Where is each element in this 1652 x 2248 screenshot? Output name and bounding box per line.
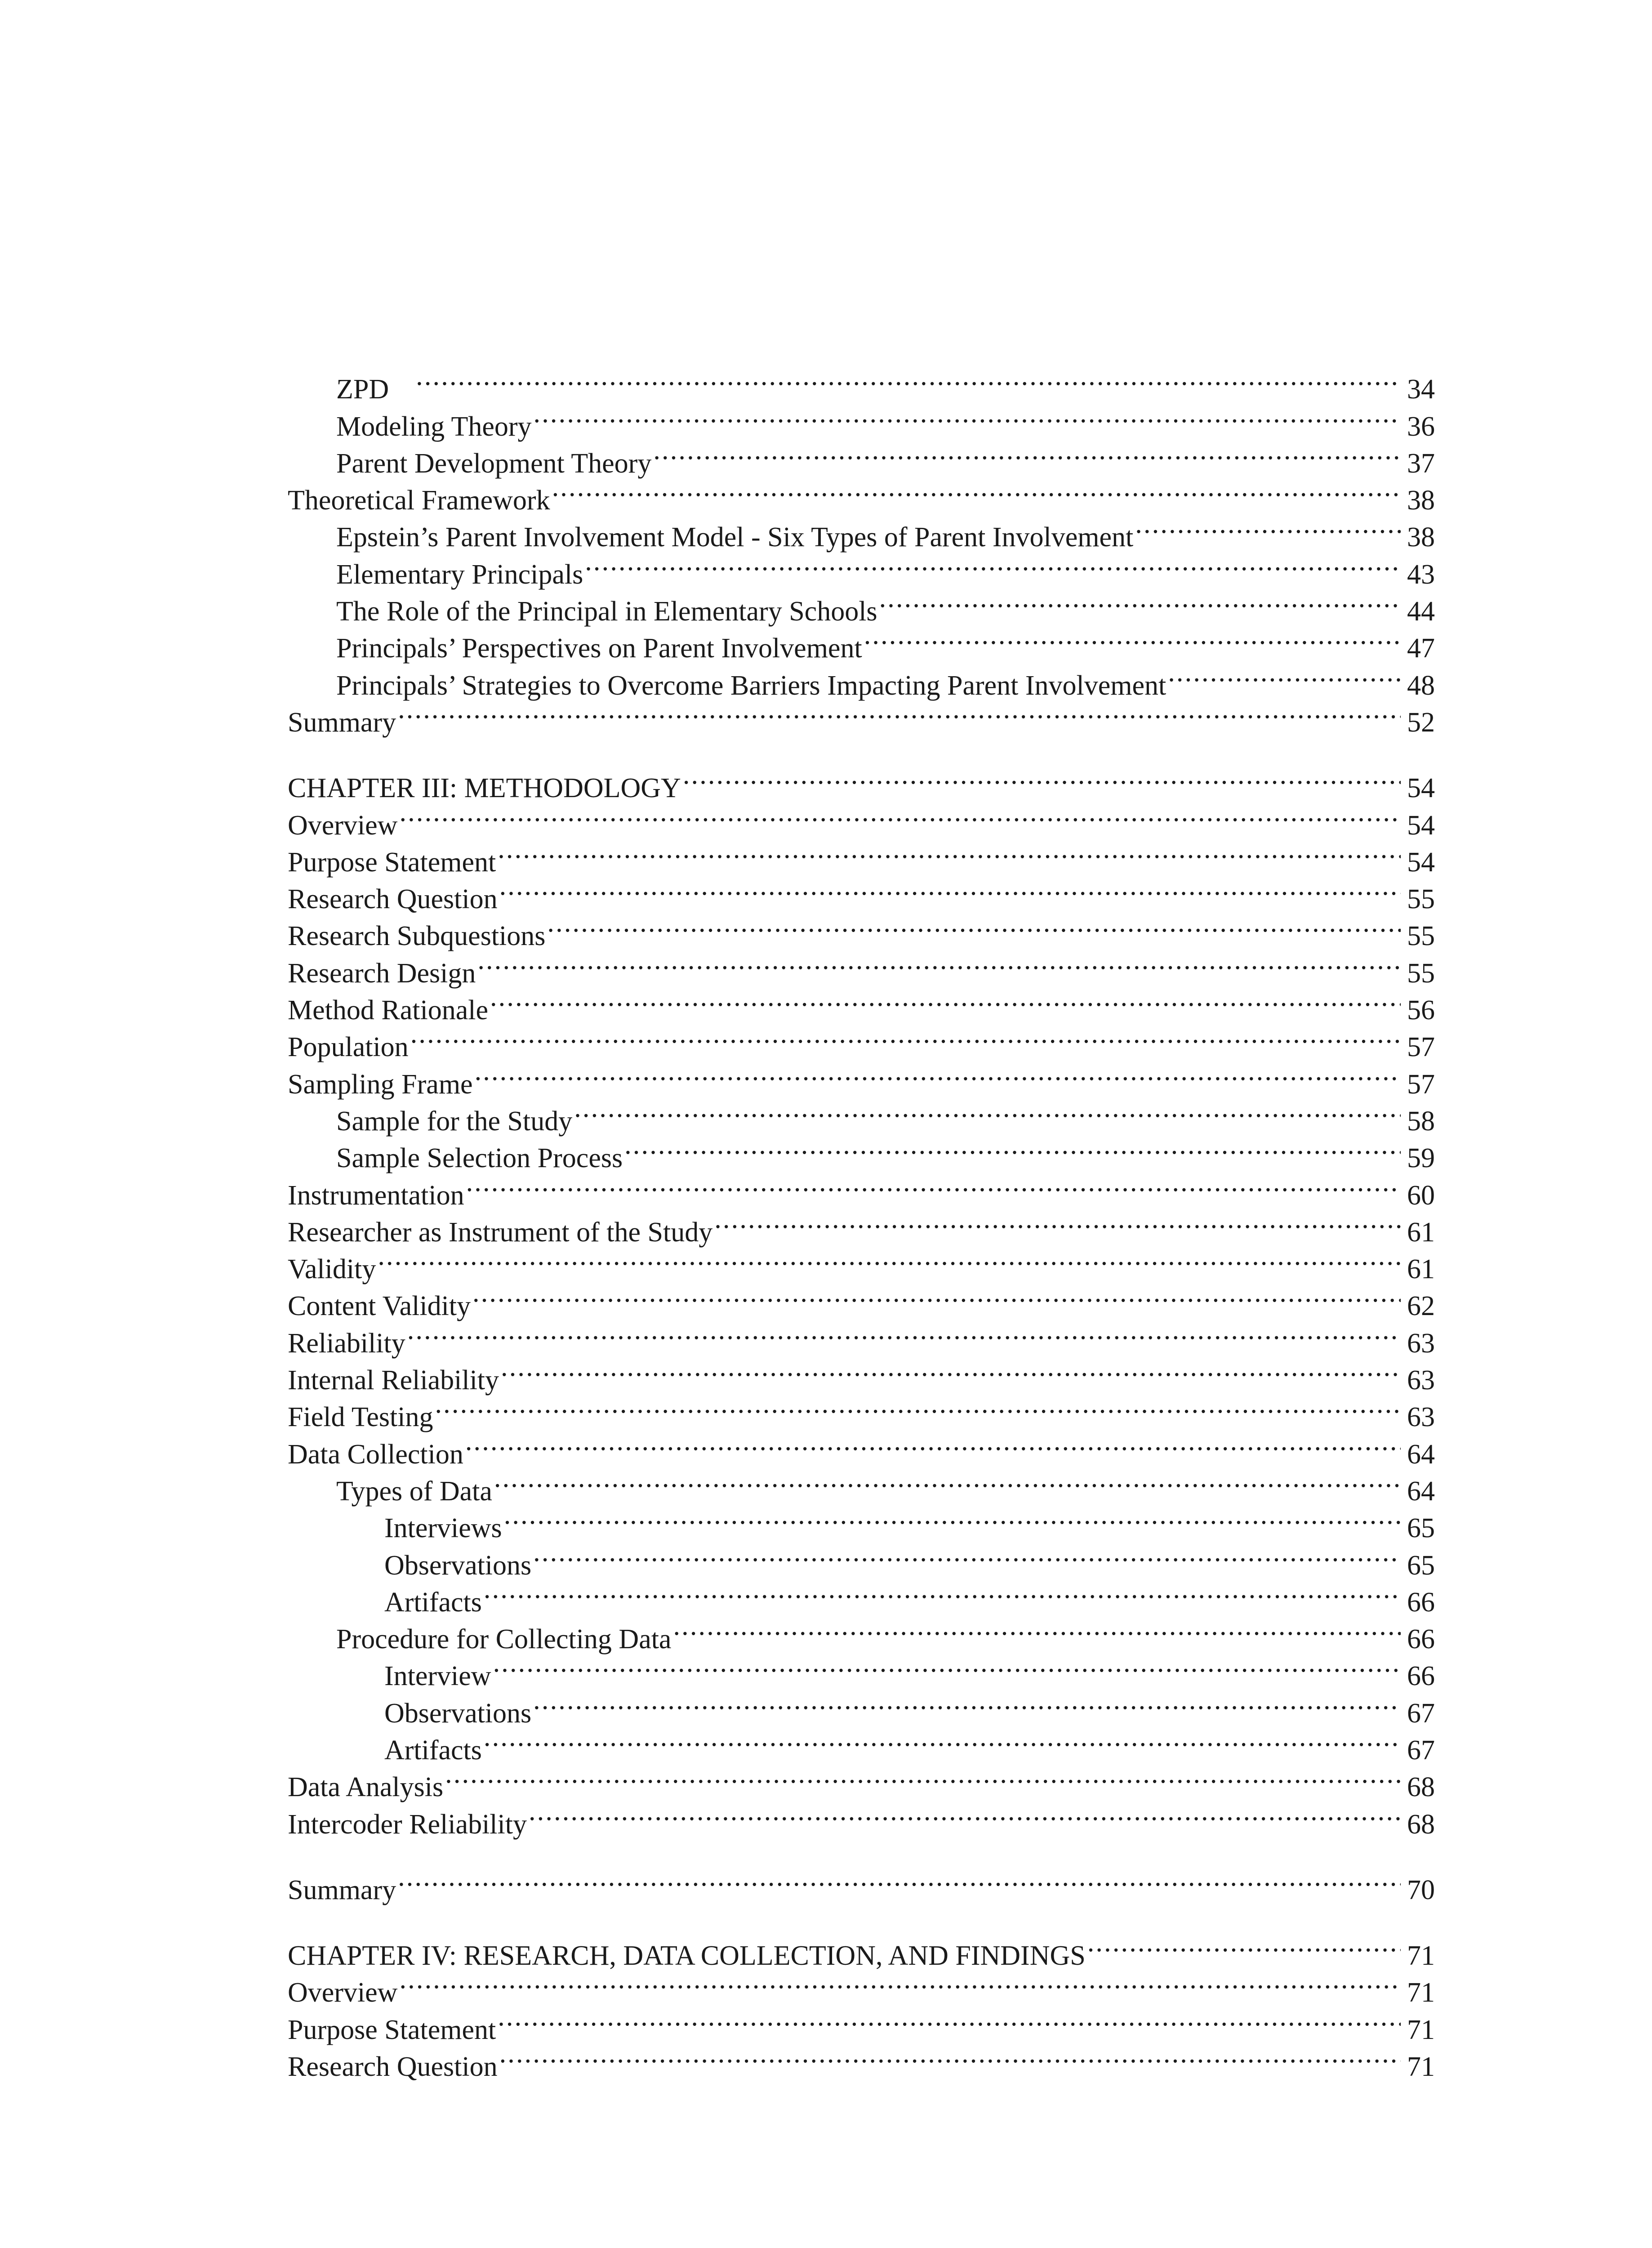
toc-dot-leader [499,2039,1401,2076]
toc-entry [288,657,1435,701]
toc-entry-page-number: 63 [1407,1402,1435,1433]
toc-entry-page-number: 55 [1407,921,1435,952]
toc-entry [288,436,1435,479]
toc-entry-page-number: 44 [1407,596,1435,627]
toc-dot-leader [494,1463,1401,1500]
toc-entry-title: Field Testing [288,1402,433,1433]
toc-entry-page-number: 66 [1407,1661,1435,1692]
toc-entry-page-number: 62 [1407,1291,1435,1322]
toc-entry-title: Interview [384,1661,491,1692]
toc-entry-page-number: 66 [1407,1587,1435,1618]
toc-entry-title: Data Collection [288,1439,463,1470]
toc-entry-title: Principals’ Perspectives on Parent Involvement [336,633,862,664]
toc-entry-title: CHAPTER III: METHODOLOGY [288,773,681,804]
toc-dot-leader [493,1648,1401,1685]
toc-entry-title: Purpose Statement [288,847,496,878]
toc-entry-title: Research Design [288,958,476,989]
toc-entry [288,620,1435,664]
toc-entry-title: Population [288,1032,409,1063]
toc-entry [288,797,1435,841]
toc-entry [288,908,1435,952]
toc-entry-title: Instrumentation [288,1180,464,1211]
toc-dot-leader [673,1611,1401,1648]
toc-entry [288,760,1435,804]
toc-entry-page-number: 67 [1407,1735,1435,1766]
toc-entry-title: CHAPTER IV: RESEARCH, DATA COLLECTION, AND FINDINGS [288,1940,1086,1971]
toc-entry-page-number: 68 [1407,1772,1435,1803]
toc-dot-leader [533,1537,1401,1574]
toc-entry-page-number: 57 [1407,1032,1435,1063]
toc-entry [288,1685,1435,1729]
toc-entry-page-number: 71 [1407,2014,1435,2045]
toc-entry-page-number: 58 [1407,1106,1435,1137]
toc-entry-title: Observations [384,1550,532,1581]
toc-dot-leader [445,1759,1401,1796]
toc-entry-page-number: 61 [1407,1217,1435,1248]
toc-entry-page-number: 61 [1407,1254,1435,1285]
toc-entry-title: Intercoder Reliability [288,1809,527,1840]
toc-entry-title: Epstein’s Parent Involvement Model - Six Types of Parent Involvement [336,522,1134,553]
toc-entry-title: Artifacts [384,1587,482,1618]
table-of-contents [288,361,1435,2083]
toc-dot-leader [653,436,1401,473]
toc-dot-leader [585,546,1401,583]
toc-entry-title: Parent Development Theory [336,448,652,479]
toc-entry [288,1315,1435,1359]
toc-dot-leader [574,1093,1401,1130]
toc-entry [288,1759,1435,1803]
toc-entry-title: Researcher as Instrument of the Study [288,1217,713,1248]
toc-entry [288,473,1435,516]
toc-dot-leader [472,1278,1401,1315]
toc-entry-page-number: 70 [1407,1874,1435,1905]
toc-entry-page-number: 63 [1407,1328,1435,1359]
toc-entry-title: Overview [288,1977,398,2008]
toc-dot-leader [534,398,1401,435]
toc-entry-page-number: 60 [1407,1180,1435,1211]
toc-entry-page-number: 47 [1407,633,1435,664]
toc-dot-leader [864,620,1401,657]
toc-dot-leader [1168,657,1401,694]
toc-entry-page-number: 64 [1407,1476,1435,1507]
toc-entry-title: Sample Selection Process [336,1143,623,1174]
toc-entry-page-number: 52 [1407,707,1435,738]
toc-entry-title: Reliability [288,1328,405,1359]
toc-entry [288,1862,1435,1905]
toc-entry [288,1241,1435,1285]
toc-dot-leader [484,1574,1401,1611]
toc-entry-page-number: 65 [1407,1513,1435,1544]
toc-dot-leader [435,1389,1401,1426]
toc-entry [288,1500,1435,1544]
toc-dot-leader [498,834,1401,871]
toc-dot-leader [466,1167,1401,1204]
toc-dot-leader [533,1685,1401,1722]
toc-dot-leader [475,1056,1401,1093]
toc-entry [288,1389,1435,1433]
toc-dot-leader [504,1500,1401,1537]
toc-dot-leader [879,584,1401,620]
toc-entry-title: Internal Reliability [288,1365,499,1396]
toc-entry-page-number: 71 [1407,1940,1435,1971]
toc-entry-title: Research Question [288,2052,498,2083]
toc-entry-page-number: 54 [1407,847,1435,878]
toc-entry-page-number: 65 [1407,1550,1435,1581]
toc-dot-leader [1135,509,1401,546]
toc-entry-title: Data Analysis [288,1772,444,1803]
toc-dot-leader [683,760,1401,797]
toc-dot-leader [499,871,1401,908]
toc-entry [288,2039,1435,2083]
toc-entry [288,945,1435,989]
toc-entry [288,1722,1435,1766]
toc-dot-leader [490,982,1401,1019]
toc-entry-page-number: 59 [1407,1143,1435,1174]
toc-entry-title: Modeling Theory [336,411,532,442]
toc-entry-title: Artifacts [384,1735,482,1766]
toc-entry [288,2002,1435,2045]
toc-dot-leader [624,1130,1401,1167]
toc-entry [288,1611,1435,1655]
toc-entry [288,1204,1435,1248]
toc-dot-leader [465,1426,1401,1463]
toc-entry [288,1928,1435,1971]
toc-dot-leader [501,1352,1401,1389]
toc-entry-title: Procedure for Collecting Data [336,1624,672,1655]
toc-entry [288,834,1435,878]
toc-entry-title: Types of Data [336,1476,492,1507]
toc-entry-page-number: 55 [1407,884,1435,915]
toc-entry-page-number: 66 [1407,1624,1435,1655]
toc-entry-page-number: 55 [1407,958,1435,989]
toc-entry [288,871,1435,915]
toc-dot-leader [399,1965,1401,2002]
toc-dot-leader [399,797,1401,834]
toc-entry-title: Interviews [384,1513,502,1544]
toc-entry [288,1965,1435,2008]
toc-entry [288,982,1435,1026]
toc-entry [288,546,1435,590]
toc-entry [288,1056,1435,1100]
toc-entry [288,584,1435,627]
toc-entry-title: The Role of the Principal in Elementary Schools [336,596,877,627]
toc-dot-leader [1087,1928,1401,1965]
toc-dot-leader [529,1796,1401,1833]
toc-dot-leader [378,1241,1401,1278]
toc-dot-leader [410,1019,1401,1056]
toc-entry [288,1278,1435,1322]
toc-entry [288,509,1435,553]
toc-entry [288,1796,1435,1840]
toc-entry-title: ZPD [336,374,389,405]
toc-entry-title: Validity [288,1254,376,1285]
toc-dot-leader [398,695,1401,731]
toc-dot-leader [407,1315,1401,1352]
toc-entry-page-number: 67 [1407,1698,1435,1729]
toc-entry [288,1426,1435,1470]
toc-dot-leader [552,473,1401,509]
toc-dot-leader [714,1204,1401,1241]
toc-entry-page-number: 54 [1407,773,1435,804]
toc-entry-page-number: 68 [1407,1809,1435,1840]
toc-entry [288,1574,1435,1618]
toc-entry [288,1093,1435,1137]
toc-entry-title: Summary [288,1874,396,1905]
toc-entry-title: Method Rationale [288,995,488,1026]
toc-entry-title: Sampling Frame [288,1069,473,1100]
toc-dot-leader [547,908,1401,945]
toc-entry [288,1537,1435,1581]
toc-entry-title: Research Subquestions [288,921,546,952]
toc-entry-page-number: 48 [1407,670,1435,701]
toc-entry-page-number: 63 [1407,1365,1435,1396]
toc-entry-title: Content Validity [288,1291,471,1322]
toc-entry [288,1648,1435,1692]
toc-entry-title: Principals’ Strategies to Overcome Barriers Impacting Parent Involvement [336,670,1167,701]
toc-entry-page-number: 64 [1407,1439,1435,1470]
toc-entry [288,695,1435,738]
toc-entry-page-number: 38 [1407,522,1435,553]
toc-entry-title: Sample for the Study [336,1106,573,1137]
toc-dot-leader [484,1722,1401,1759]
toc-dot-leader [498,2002,1401,2038]
toc-entry-page-number: 43 [1407,559,1435,590]
toc-entry-page-number: 36 [1407,411,1435,442]
toc-entry-page-number: 54 [1407,810,1435,841]
toc-entry-title: Research Question [288,884,498,915]
toc-entry-page-number: 57 [1407,1069,1435,1100]
toc-dot-leader [398,1862,1401,1899]
toc-entry [288,1019,1435,1063]
toc-entry [288,1130,1435,1174]
toc-entry-title: Theoretical Framework [288,485,550,516]
toc-entry [288,398,1435,442]
toc-entry-title: Summary [288,707,396,738]
toc-entry-page-number: 56 [1407,995,1435,1026]
toc-entry [288,1352,1435,1396]
toc-entry [288,1167,1435,1211]
toc-entry-page-number: 71 [1407,2052,1435,2083]
toc-entry-title: Elementary Principals [336,559,583,590]
toc-entry-page-number: 38 [1407,485,1435,516]
toc-entry-page-number: 34 [1407,374,1435,405]
toc-entry-page-number: 71 [1407,1977,1435,2008]
toc-entry-page-number: 37 [1407,448,1435,479]
toc-dot-leader [416,361,1401,398]
toc-entry [288,1463,1435,1507]
toc-entry-title: Overview [288,810,398,841]
toc-entry-title: Observations [384,1698,532,1729]
toc-dot-leader [477,945,1401,982]
toc-entry-title: Purpose Statement [288,2014,496,2045]
toc-entry [288,361,1435,405]
